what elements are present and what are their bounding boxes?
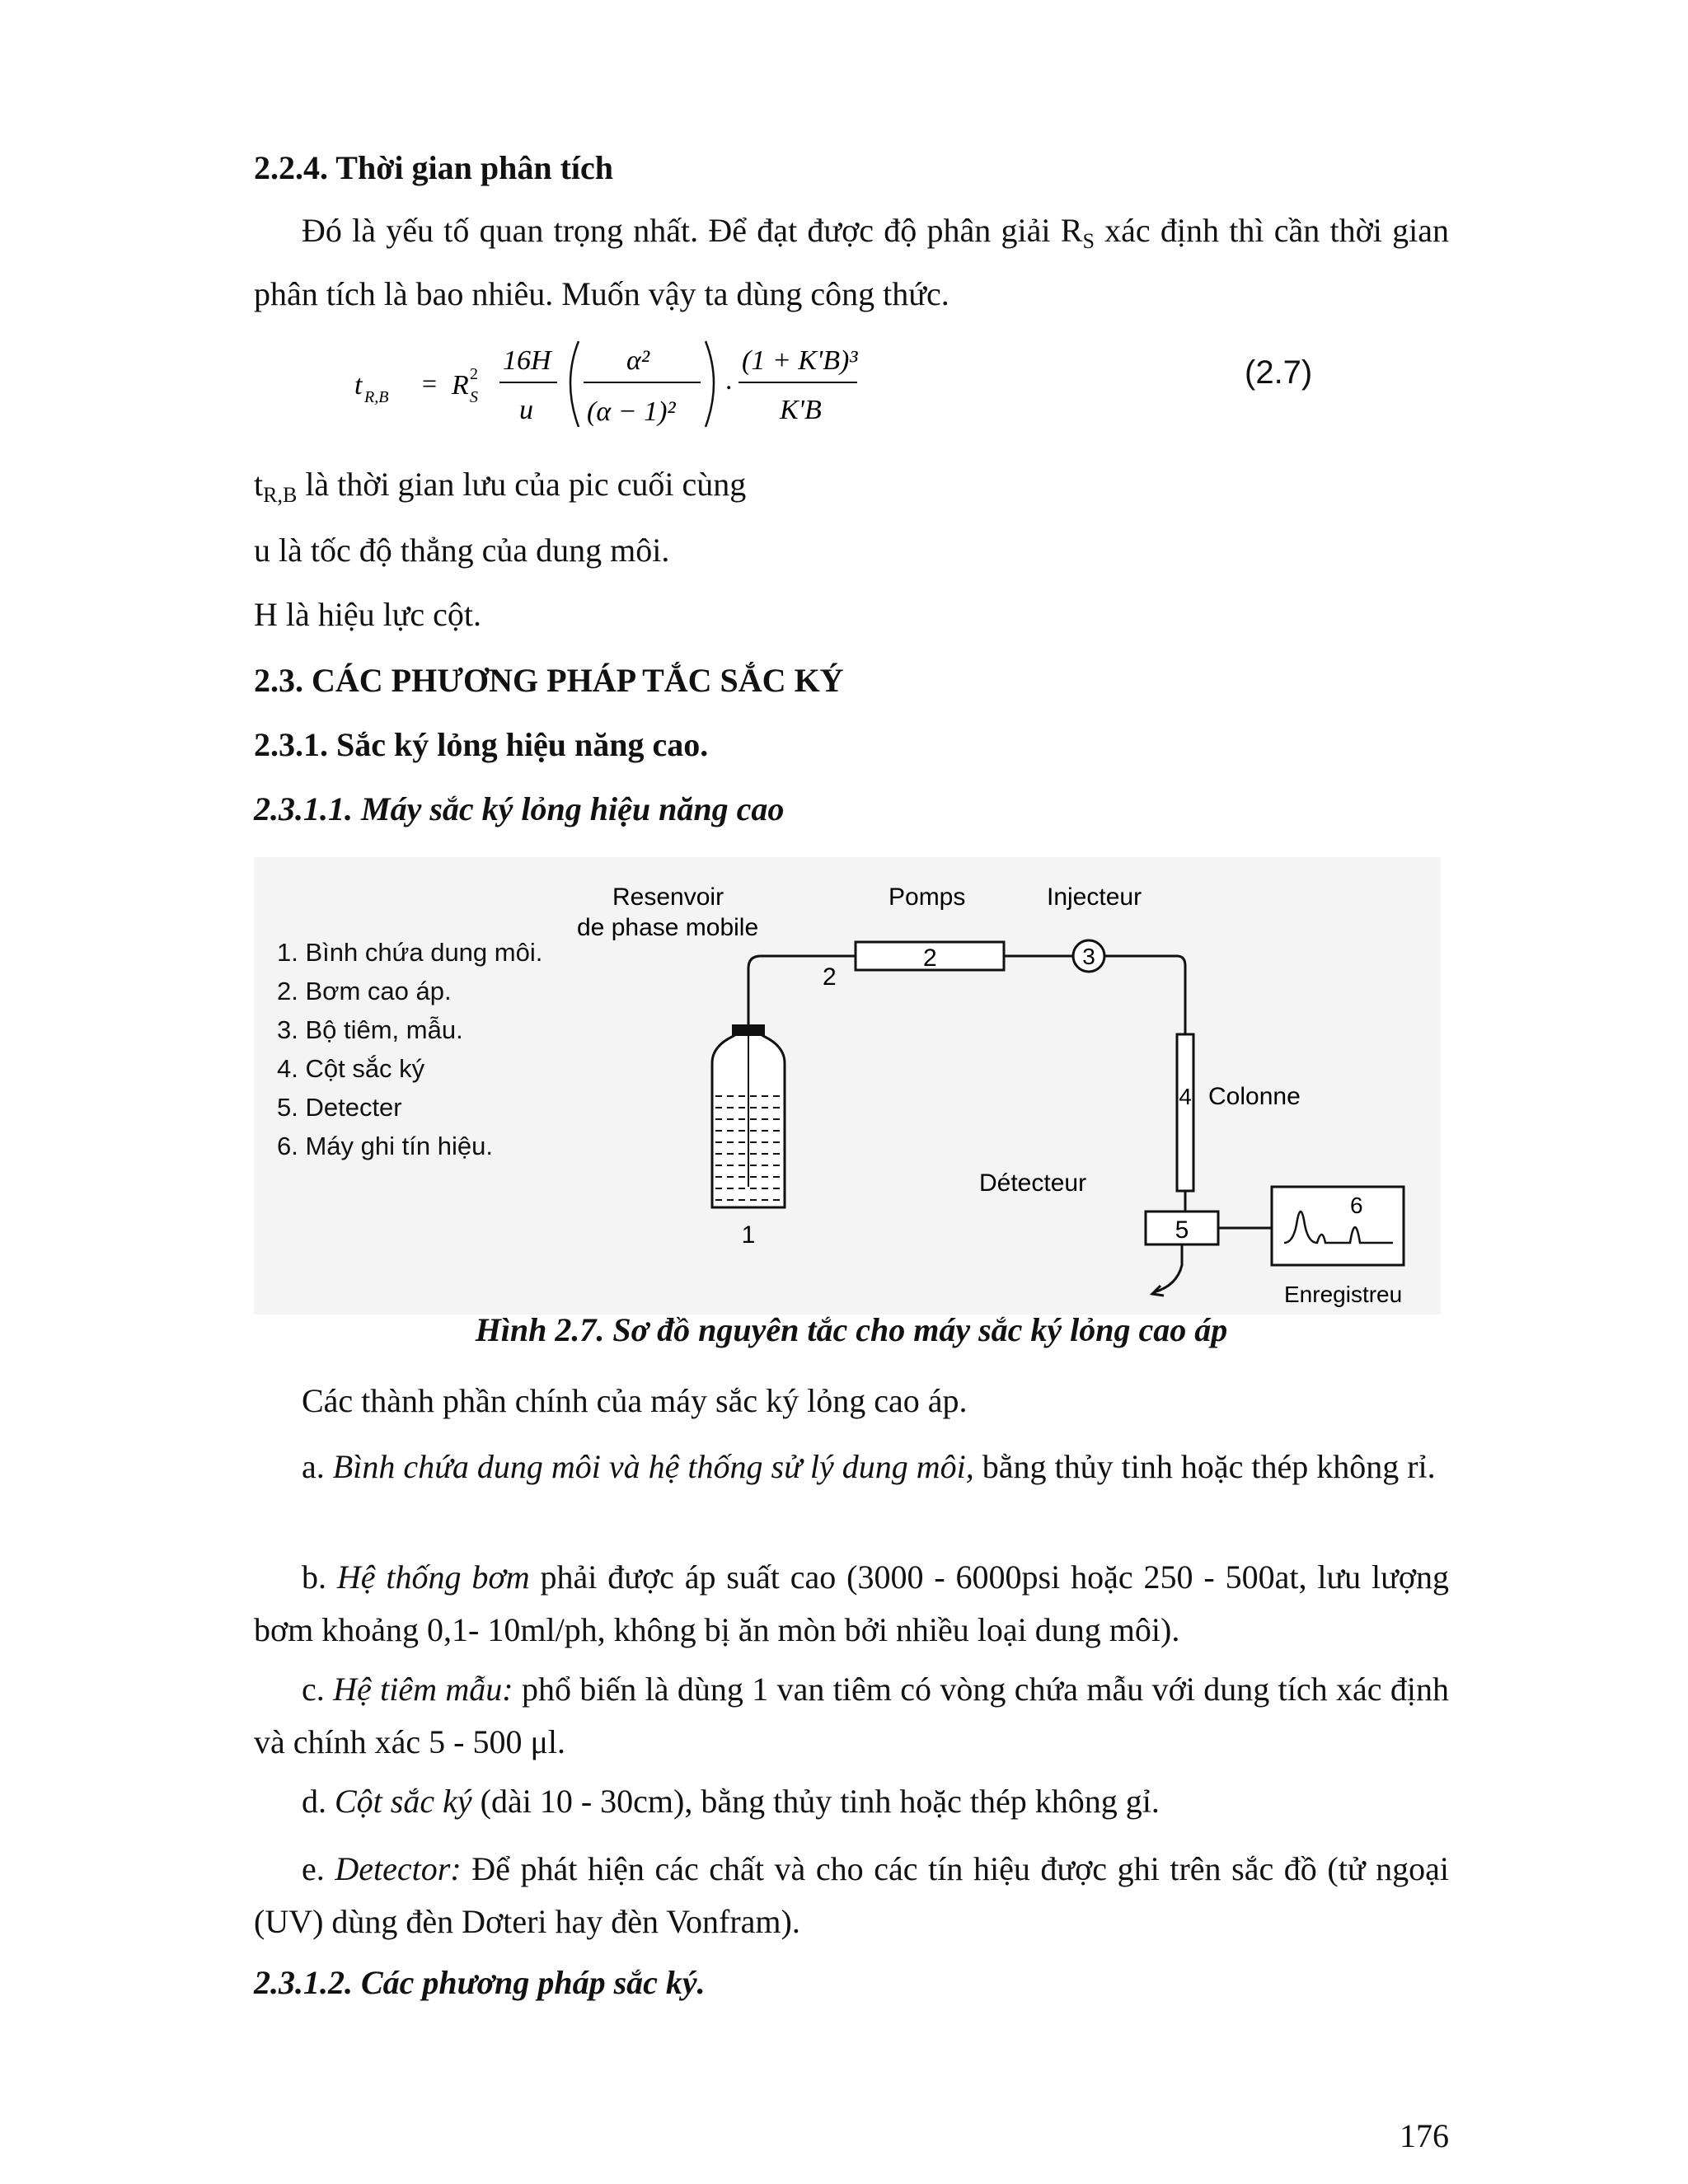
formula-equals: = [422, 368, 438, 398]
label-reservoir-line2: de phase mobile [577, 914, 759, 941]
label-injector: Injecteur [1047, 883, 1142, 911]
num-2-pump: 2 [923, 944, 937, 972]
formula-num3: (1 + K'B)³ [742, 345, 858, 376]
formula-den1: u [519, 395, 533, 425]
column-tube [1177, 1034, 1193, 1191]
equation-number: (2.7) [1245, 354, 1313, 391]
formula-r-sub: S [470, 388, 478, 406]
num-2-tube: 2 [823, 963, 837, 991]
section-heading-2-3-1-1: 2.3.1.1. Máy sắc ký lỏng hiệu năng cao [254, 790, 785, 827]
formula-r-sup: 2 [470, 365, 478, 383]
figure-caption: Hình 2.7. Sơ đồ nguyên tắc cho máy sắc ký lỏng cao áp [475, 1311, 1228, 1348]
definition-trb: $t_{R,B}$ là thời gian lưu của pic cuối cùng [254, 466, 747, 507]
component-d: d. Cột sắc ký (dài 10 - 30cm), bằng thủy tinh hoặc thép không gỉ. [302, 1783, 1160, 1820]
formula-den3: K'B [780, 395, 822, 425]
definition-u: u là tốc độ thẳng của dung môi. [254, 532, 670, 569]
paragraph-analysis-time: Đó là yếu tố quan trọng nhất. Để đạt được độ phân giải $R_S$ xác định thì cần thời gian phân tích là bao nhiêu. Muốn vậy ta dùng công thức. [254, 212, 1450, 312]
section-heading-2-3-1-2: 2.3.1.2. Các phương pháp sắc ký. [254, 1964, 706, 2001]
component-b: b. Hệ thống bơm phải được áp suất cao (3000 - 6000psi hoặc 250 - 500at, lưu lượng bơm khoảng 0,1- 10ml/ph, không bị ăn mòn bởi nhiều loại dung môi). [254, 1558, 1449, 1648]
formula-paren-left [570, 341, 579, 427]
num-1: 1 [741, 1221, 756, 1249]
label-reservoir-line1: Resenvoir [612, 883, 724, 911]
recorder-box [1272, 1187, 1404, 1265]
definition-h: H là hiệu lực cột. [254, 596, 482, 633]
legend-item: 1. Bình chứa dung môi. [277, 938, 543, 967]
component-a: a. Bình chứa dung môi và hệ thống sử lý dung môi, bằng thủy tinh hoặc thép không rỉ. [302, 1448, 1436, 1485]
legend-item: 5. Detecter [277, 1093, 402, 1122]
legend-item: 4. Cột sắc ký [277, 1054, 425, 1083]
formula-2-7 [346, 326, 1335, 442]
label-detector: Détecteur [979, 1169, 1087, 1197]
figure-legend [277, 933, 542, 1165]
section-heading-2-3-1: 2.3.1. Sắc ký lỏng hiệu năng cao. [254, 726, 709, 763]
formula-num1: 16H [503, 345, 551, 376]
legend-item: 3. Bộ tiêm, mẫu. [277, 1015, 463, 1044]
label-column: Colonne [1208, 1083, 1301, 1110]
label-recorder: Enregistreu [1284, 1282, 1403, 1307]
num-6: 6 [1350, 1193, 1363, 1218]
components-intro: Các thành phần chính của máy sắc ký lỏng cao áp. [302, 1382, 968, 1419]
num-5: 5 [1175, 1216, 1189, 1244]
formula-r: R [452, 370, 469, 401]
formula-dot: . [725, 365, 733, 396]
component-e: e. Detector: Để phát hiện các chất và cho các tín hiệu được ghi trên sắc đồ (tử ngoại (UV) dùng đèn Dơteri hay đèn Vonfram). [254, 1850, 1450, 1940]
formula-den2: (α − 1)² [587, 396, 676, 427]
component-c: c. Hệ tiêm mẫu: phổ biến là dùng 1 van tiêm có vòng chứa mẫu với dung tích xác định và chính xác 5 - 500 μl. [254, 1671, 1449, 1760]
num-4: 4 [1179, 1084, 1192, 1109]
label-pumps: Pomps [889, 883, 966, 911]
section-heading-2-2-4: 2.2.4. Thời gian phân tích [254, 149, 613, 186]
formula-num2: α² [626, 345, 650, 376]
legend-item: 6. Máy ghi tín hiệu. [277, 1132, 493, 1160]
section-heading-2-3: 2.3. CÁC PHƯƠNG PHÁP TẮC SẮC KÝ [254, 662, 844, 699]
num-3: 3 [1082, 944, 1095, 969]
formula-lhs: t [354, 370, 363, 401]
formula-paren-right [706, 341, 714, 427]
legend-item: 2. Bơm cao áp. [277, 977, 452, 1005]
formula-lhs-sub: R,B [364, 388, 389, 406]
page-number: 176 [1400, 2117, 1449, 2154]
